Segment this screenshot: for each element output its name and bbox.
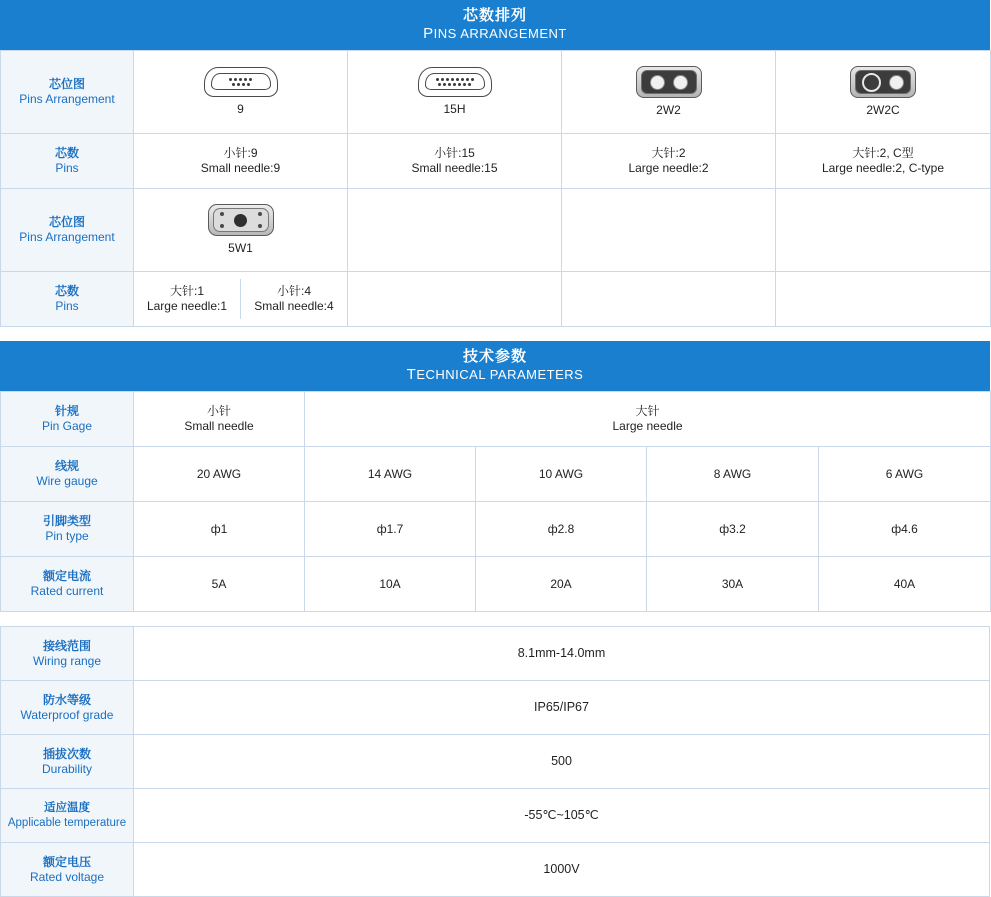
- pin-type-value: ф1.7: [305, 502, 476, 557]
- pin-count-en: Small needle:4: [254, 299, 334, 313]
- connector-drawing-15h: [351, 67, 558, 117]
- connector-caption: 2W2: [656, 103, 681, 117]
- table-row: [1, 51, 991, 134]
- row-label-rated-voltage: [1, 843, 134, 897]
- technical-section-header: [0, 341, 990, 391]
- pins-section-title-en-first: P: [423, 25, 434, 42]
- row-label-pin-type: [1, 502, 134, 557]
- row-label-wire-gauge: [1, 447, 134, 502]
- pins-section-header: [0, 0, 990, 50]
- section-spacer: [0, 612, 990, 626]
- connector-cell-2w2c: [776, 51, 991, 134]
- table-row: [1, 502, 991, 557]
- row-label-pins-arrangement-2: [1, 189, 134, 272]
- table-row: [1, 392, 991, 447]
- pin-count-2w2: [562, 134, 776, 189]
- pin-gage-large: [305, 392, 991, 447]
- technical-section-title-en: [0, 367, 990, 383]
- pin-count-en: Small needle:15: [411, 161, 498, 175]
- row-label-en: Rated voltage: [29, 869, 105, 884]
- row-label-en: Pin type: [45, 529, 89, 543]
- rated-current-value: 40A: [819, 557, 991, 612]
- pin-count-5w1-small: [241, 279, 348, 319]
- row-label-applicable-temperature: [1, 789, 134, 843]
- pins-section-title-en: [0, 26, 990, 42]
- table-row: [1, 681, 990, 735]
- row-label-en: Pin Gage: [41, 419, 93, 433]
- table-row: [1, 789, 990, 843]
- dsub-shell-icon: [204, 67, 278, 97]
- empty-cell: [776, 189, 991, 272]
- connector-caption: 5W1: [228, 241, 253, 255]
- pin-gage-en: Large needle: [612, 419, 683, 433]
- dsub-shell-icon: [418, 67, 492, 97]
- pin-count-cn: 大针:1: [169, 284, 204, 298]
- row-label-waterproof-grade: [1, 681, 134, 735]
- rated-current-value: 20A: [476, 557, 647, 612]
- row-label-cn: 额定电压: [42, 854, 91, 869]
- connector-caption: 2W2C: [866, 103, 900, 117]
- connector-drawing-5w1: [137, 204, 344, 256]
- connector-cell-9: [134, 51, 348, 134]
- row-label-cn: 接线范围: [42, 638, 91, 653]
- row-label-en: Wiring range: [32, 653, 102, 668]
- row-label-cn: 芯位图: [48, 215, 85, 229]
- row-label-durability: [1, 735, 134, 789]
- pin-count-cn: 大针:2, C型: [852, 146, 914, 160]
- pins-section-title-en-rest: INS ARRANGEMENT: [433, 26, 567, 41]
- pin-gage-cn: 大针: [635, 404, 660, 418]
- pin-gage-cn: 小针: [206, 404, 231, 418]
- row-label-en: Pins Arrangement: [19, 92, 115, 106]
- applicable-temperature-value: -55℃~105℃: [134, 789, 990, 843]
- table-row: [1, 134, 991, 189]
- durability-value: 500: [134, 735, 990, 789]
- empty-cell: [348, 272, 562, 327]
- wire-gauge-value: 6 AWG: [819, 447, 991, 502]
- pin-count-2w2c: [776, 134, 991, 189]
- row-label-cn: 芯数: [54, 146, 79, 160]
- pin-count-cn: 大针:2: [651, 146, 686, 160]
- connector-caption: 15H: [443, 102, 466, 116]
- general-parameters-table: [0, 626, 990, 897]
- pin-count-cn: 小针:15: [434, 146, 475, 160]
- row-label-cn: 芯位图: [48, 77, 85, 91]
- waterproof-grade-value: IP65/IP67: [134, 681, 990, 735]
- pin-count-en: Large needle:1: [146, 299, 228, 313]
- table-row: [1, 843, 990, 897]
- wire-gauge-value: 10 AWG: [476, 447, 647, 502]
- power-connector-icon: [636, 66, 702, 98]
- row-label-cn: 针规: [54, 404, 79, 418]
- table-row: [1, 627, 990, 681]
- wiring-range-value: 8.1mm-14.0mm: [134, 627, 990, 681]
- row-label-cn: 插拔次数: [42, 746, 91, 761]
- row-label-en: Rated current: [30, 584, 104, 598]
- pin-count-cn: 小针:9: [223, 146, 258, 160]
- connector-drawing-2w2: [565, 66, 772, 118]
- row-label-cn: 防水等级: [42, 692, 91, 707]
- connector-cell-15h: [348, 51, 562, 134]
- row-label-pins-1: [1, 134, 134, 189]
- row-label-rated-current: [1, 557, 134, 612]
- connector-caption: 9: [237, 102, 244, 116]
- rated-current-value: 5A: [134, 557, 305, 612]
- row-label-en: Wire gauge: [36, 474, 98, 488]
- connector-drawing-2w2c: [779, 66, 987, 118]
- empty-cell: [562, 272, 776, 327]
- connector-cell-5w1: [134, 189, 348, 272]
- row-label-en: Durability: [41, 761, 92, 776]
- wire-gauge-value: 14 AWG: [305, 447, 476, 502]
- section-spacer: [0, 327, 990, 341]
- technical-section-title-cn: 技术参数: [462, 348, 527, 365]
- row-label-cn: 引脚类型: [42, 514, 91, 528]
- power-connector-ctype-icon: [850, 66, 916, 98]
- connector-drawing-9: [137, 67, 344, 117]
- pin-count-en: Large needle:2: [628, 161, 709, 175]
- technical-section-title-en-rest: ECHNICAL PARAMETERS: [416, 367, 584, 382]
- pin-count-cn: 小针:4: [276, 284, 311, 298]
- rated-voltage-value: 1000V: [134, 843, 990, 897]
- combo-connector-icon: [208, 204, 274, 236]
- empty-cell: [348, 189, 562, 272]
- empty-cell: [776, 272, 991, 327]
- pin-gage-small: [134, 392, 305, 447]
- pin-count-15h: [348, 134, 562, 189]
- row-label-en: Applicable temperature: [7, 816, 127, 829]
- technical-section-title-en-first: T: [406, 366, 417, 383]
- pin-type-value: ф1: [134, 502, 305, 557]
- table-row: [1, 735, 990, 789]
- row-label-en: Pins: [55, 299, 79, 313]
- pin-type-value: ф3.2: [647, 502, 819, 557]
- pin-type-value: ф4.6: [819, 502, 991, 557]
- row-label-cn: 线规: [54, 459, 79, 473]
- connector-cell-2w2: [562, 51, 776, 134]
- pin-type-value: ф2.8: [476, 502, 647, 557]
- row-label-en: Pins Arrangement: [19, 230, 115, 244]
- table-row: [1, 189, 991, 272]
- row-label-en: Pins: [55, 161, 79, 175]
- table-row: [1, 272, 991, 327]
- row-label-en: Waterproof grade: [20, 707, 114, 722]
- row-label-cn: 芯数: [54, 284, 79, 298]
- row-label-wiring-range: [1, 627, 134, 681]
- pins-arrangement-table: [0, 50, 991, 327]
- technical-parameters-table: [0, 391, 991, 612]
- pin-count-5w1-group: [134, 272, 348, 327]
- row-label-cn: 适应温度: [44, 801, 90, 814]
- row-label-pins-2: [1, 272, 134, 327]
- table-row: [1, 447, 991, 502]
- pin-count-en: Small needle:9: [200, 161, 281, 175]
- empty-cell: [562, 189, 776, 272]
- pin-gage-en: Small needle: [184, 419, 254, 433]
- rated-current-value: 30A: [647, 557, 819, 612]
- pin-count-en: Large needle:2, C-type: [821, 161, 945, 175]
- pin-count-5w1-large: [134, 279, 241, 319]
- table-row: [1, 557, 991, 612]
- rated-current-value: 10A: [305, 557, 476, 612]
- pin-count-9: [134, 134, 348, 189]
- row-label-pins-arrangement-1: [1, 51, 134, 134]
- pins-section-title-cn: 芯数排列: [462, 7, 527, 24]
- row-label-cn: 额定电流: [42, 569, 91, 583]
- row-label-pin-gage: [1, 392, 134, 447]
- wire-gauge-value: 20 AWG: [134, 447, 305, 502]
- wire-gauge-value: 8 AWG: [647, 447, 819, 502]
